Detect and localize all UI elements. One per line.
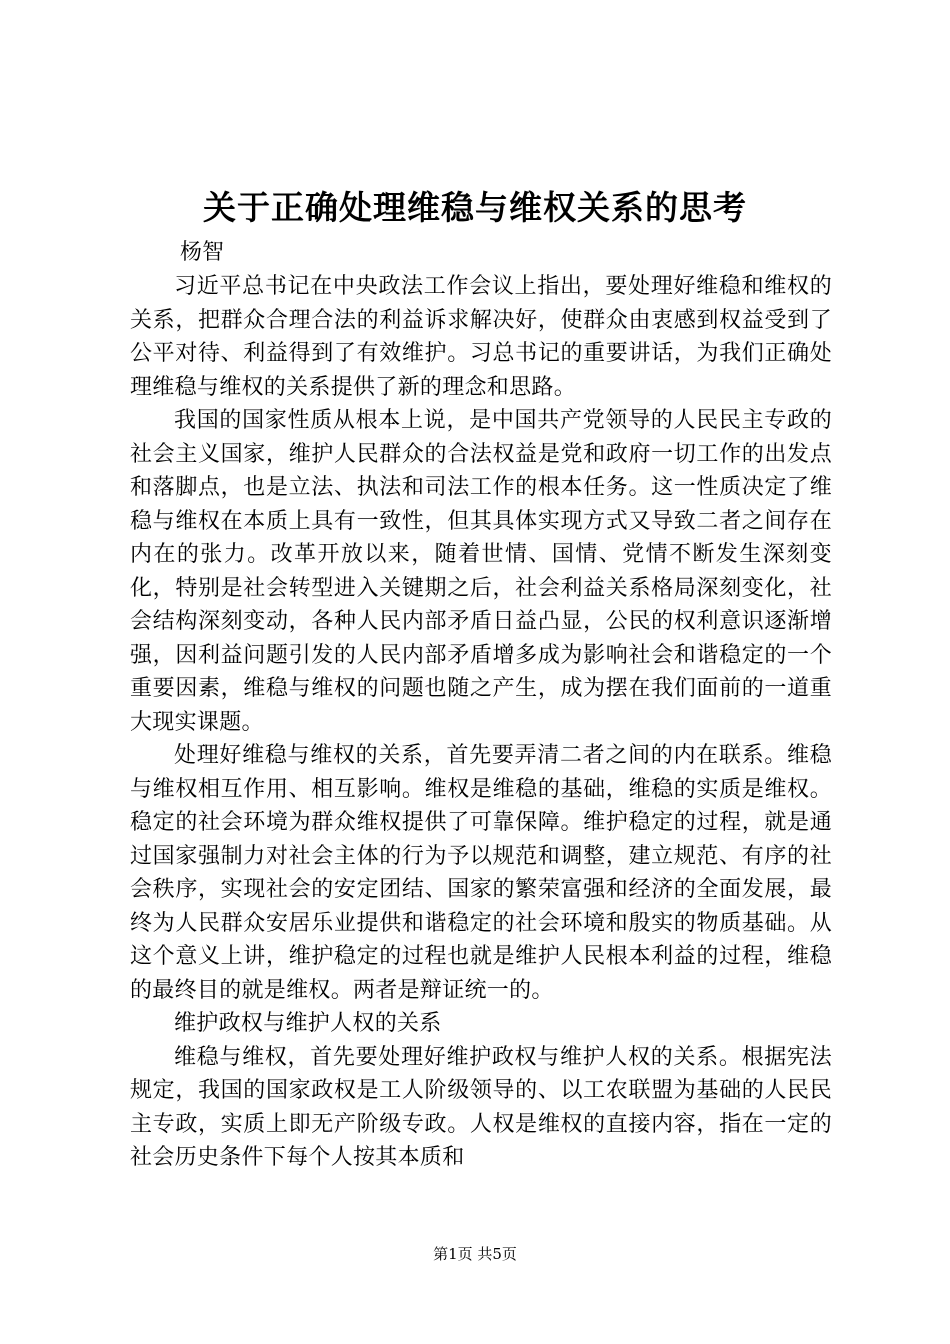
document-title: 关于正确处理维稳与维权关系的思考 [203, 188, 747, 227]
page-number-footer: 第1页 共5页 [433, 1245, 517, 1263]
author-name: 杨智 [180, 240, 225, 265]
paragraph: 我国的国家性质从根本上说，是中国共产党领导的人民民主专政的社会主义国家，维护人民群众的合法权益是党和政府一切工作的出发点和落脚点，也是立法、执法和司法工作的根本任务。这一性质决定了维稳与维权在本质上具有一致性，但其具体实现方式又导致二者之间存在内在的张力。改革开放以来，随着世情、国情、党情不断发生深刻变化，特别是社会转型进入关键期之后，社会利益关系格局深刻变化，社会结构深刻变动，各种人民内部矛盾日益凸显，公民的权利意识逐渐增强，因利益问题引发的人民内部矛盾增多成为影响社会和谐稳定的一个重要因素，维稳与维权的问题也随之产生，成为摆在我们面前的一道重大现实课题。 [130, 408, 832, 735]
paragraph: 处理好维稳与维权的关系，首先要弄清二者之间的内在联系。维稳与维权相互作用、相互影响。维权是维稳的基础，维稳的实质是维权。稳定的社会环境为群众维权提供了可靠保障。维护稳定的过程，就是通过国家强制力对社会主体的行为予以规范和调整，建立规范、有序的社会秩序，实现社会的安定团结、国家的繁荣富强和经济的全面发展，最终为人民群众安居乐业提供和谐稳定的社会环境和殷实的物质基础。从这个意义上讲，维护稳定的过程也就是维护人民根本利益的过程，维稳的最终目的就是维权。两者是辩证统一的。 [130, 743, 832, 1003]
section-subheading: 维护政权与维护人权的关系 [174, 1011, 442, 1036]
paragraph: 维稳与维权，首先要处理好维护政权与维护人权的关系。根据宪法规定，我国的国家政权是工人阶级领导的、以工农联盟为基础的人民民主专政，实质上即无产阶级专政。人权是维权的直接内容，指在一定的社会历史条件下每个人按其本质和 [130, 1044, 832, 1170]
document-body [130, 270, 832, 1175]
paragraph: 习近平总书记在中央政法工作会议上指出，要处理好维稳和维权的关系，把群众合理合法的利益诉求解决好，使群众由衷感到权益受到了公平对待、利益得到了有效维护。习总书记的重要讲话，为我们正确处理维稳与维权的关系提供了新的理念和思路。 [130, 274, 832, 400]
